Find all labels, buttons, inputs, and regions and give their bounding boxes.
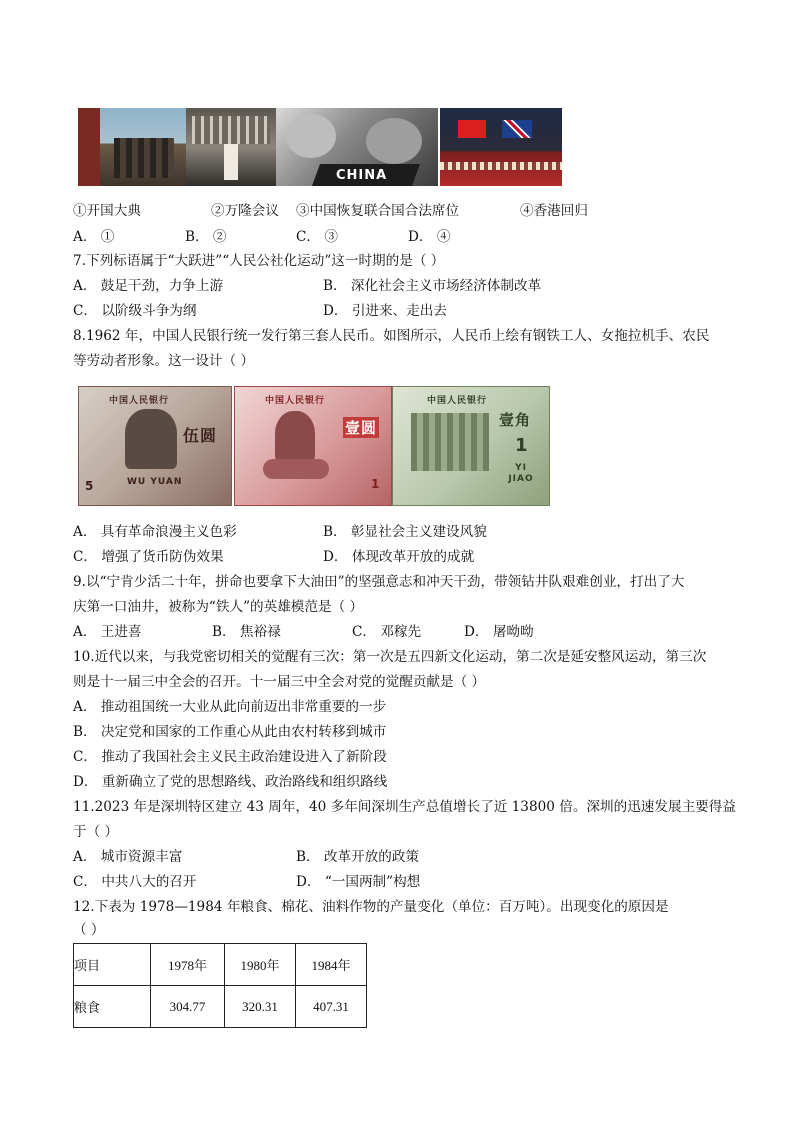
- q10-option-a: A． 推动祖国统一大业从此向前迈出非常重要的一步: [73, 699, 387, 715]
- banknote-jiao-header: 中国人民银行: [427, 396, 488, 406]
- q11-option-b: B． 改革开放的政策: [296, 849, 420, 865]
- q11-stem-line1: 11.2023 年是深圳特区建立 43 周年，40 多年间深圳生产总值增长了近 13800 倍。深圳的迅速发展主要得益: [73, 799, 736, 815]
- q8-option-d: D． 体现改革开放的成就: [323, 549, 475, 565]
- q10-option-d: D． 重新确立了党的思想路线、政治路线和组织路线: [73, 774, 388, 790]
- q7-option-d: D． 引进来、走出去: [323, 303, 447, 319]
- q8-option-a: A． 具有革命浪漫主义色彩: [73, 524, 237, 540]
- caption-1: ①开国大典: [73, 203, 141, 219]
- banknote-5-yuan: [78, 386, 232, 506]
- q11-stem-line2: 于（ ）: [73, 824, 119, 840]
- banknote-1-num: 1: [371, 477, 381, 491]
- table-cell: 320.31: [225, 986, 296, 1028]
- q8-option-b: B． 彰显社会主义建设风貌: [323, 524, 487, 540]
- table-row: [74, 986, 367, 1028]
- table-header-cell: 1980年: [225, 944, 296, 986]
- q10-option-b: B． 决定党和国家的工作重心从此由农村转移到城市: [73, 724, 387, 740]
- caption-2: ②万隆会议: [211, 203, 279, 219]
- caption-4: ④香港回归: [520, 203, 588, 219]
- q7-option-b: B． 深化社会主义市场经济体制改革: [323, 278, 542, 294]
- table-header-row: [74, 944, 367, 986]
- banknote-jiao-latin: YI JIAO: [508, 463, 534, 484]
- caption-3: ③中国恢复联合国合法席位: [296, 203, 460, 219]
- q6-option-c: C． ③: [296, 229, 338, 245]
- table-header-cell: 1984年: [296, 944, 367, 986]
- q11-option-a: A． 城市资源丰富: [73, 849, 183, 865]
- q8-stem-line2: 等劳动者形象。这一设计（ ）: [73, 353, 255, 369]
- q12-stem-line2: （ ）: [73, 922, 105, 938]
- banknote-1-denom: 壹圆: [345, 419, 378, 437]
- photo-hong-kong-handover: [440, 108, 562, 186]
- photo-un-seat: [276, 108, 438, 186]
- q6-option-a: A． ①: [73, 229, 115, 245]
- q9-option-a: A． 王进喜: [73, 624, 142, 640]
- photo-text-china: CHINA: [336, 168, 388, 183]
- banknote-1-header: 中国人民银行: [265, 396, 326, 406]
- q9-stem-line1: 9.以“宁肯少活二十年，拼命也要拿下大油田”的坚强意志和冲天干劲，带领钻井队艰难创业，打出了大: [73, 574, 685, 590]
- table-cell: 304.77: [151, 986, 225, 1028]
- banknote-5-denom: 伍圆: [183, 426, 218, 445]
- production-table: [73, 943, 367, 1028]
- table-cell: 粮食: [74, 986, 151, 1028]
- q6-option-b: B． ②: [185, 229, 227, 245]
- photo-bandung-conference: [186, 108, 276, 186]
- q8-stem-line1: 8.1962 年，中国人民银行统一发行第三套人民币。如图所示，人民币上绘有钢铁工人、女拖拉机手、农民: [73, 328, 710, 344]
- banknote-1-jiao: [392, 386, 550, 506]
- table-header-cell: 项目: [74, 944, 151, 986]
- q7-option-a: A． 鼓足干劲，力争上游: [73, 278, 224, 294]
- photo-founding-ceremony: [78, 108, 186, 186]
- q12-stem-line1: 12.下表为 1978—1984 年粮食、棉花、油料作物的产量变化（单位：百万吨）。出现变化的原因是: [73, 899, 669, 915]
- banknote-5-num: 5: [85, 479, 95, 493]
- q11-option-d: D． “一国两制”构想: [296, 874, 421, 890]
- q8-option-c: C． 增强了货币防伪效果: [73, 549, 224, 565]
- q9-option-b: B． 焦裕禄: [212, 624, 281, 640]
- q9-option-c: C． 邓稼先: [352, 624, 422, 640]
- banknote-jiao-num: 1: [515, 435, 529, 456]
- banknote-jiao-denom: 壹角: [499, 411, 532, 429]
- q7-stem: 7.下列标语属于“大跃进”“人民公社化运动”这一时期的是（ ）: [73, 253, 445, 269]
- q10-stem-line2: 则是十一届三中全会的召开。十一届三中全会对党的觉醒贡献是（ ）: [73, 674, 486, 690]
- q6-option-d: D． ④: [408, 229, 451, 245]
- q9-stem-line2: 庆第一口油井，被称为“铁人”的英雄模范是（ ）: [73, 599, 364, 615]
- banknote-5-header: 中国人民银行: [109, 396, 170, 406]
- banknote-1-yuan: [234, 386, 392, 506]
- q7-option-c: C． 以阶级斗争为纲: [73, 303, 197, 319]
- q10-stem-line1: 10.近代以来，与我党密切相关的觉醒有三次：第一次是五四新文化运动，第二次是延安整风运动，第三次: [73, 649, 707, 665]
- banknote-5-latin: WU YUAN: [127, 477, 183, 487]
- q9-option-d: D． 屠呦呦: [464, 624, 534, 640]
- table-cell: 407.31: [296, 986, 367, 1028]
- table-header-cell: 1978年: [151, 944, 225, 986]
- q10-option-c: C． 推动了我国社会主义民主政治建设进入了新阶段: [73, 749, 387, 765]
- q11-option-c: C． 中共八大的召开: [73, 874, 197, 890]
